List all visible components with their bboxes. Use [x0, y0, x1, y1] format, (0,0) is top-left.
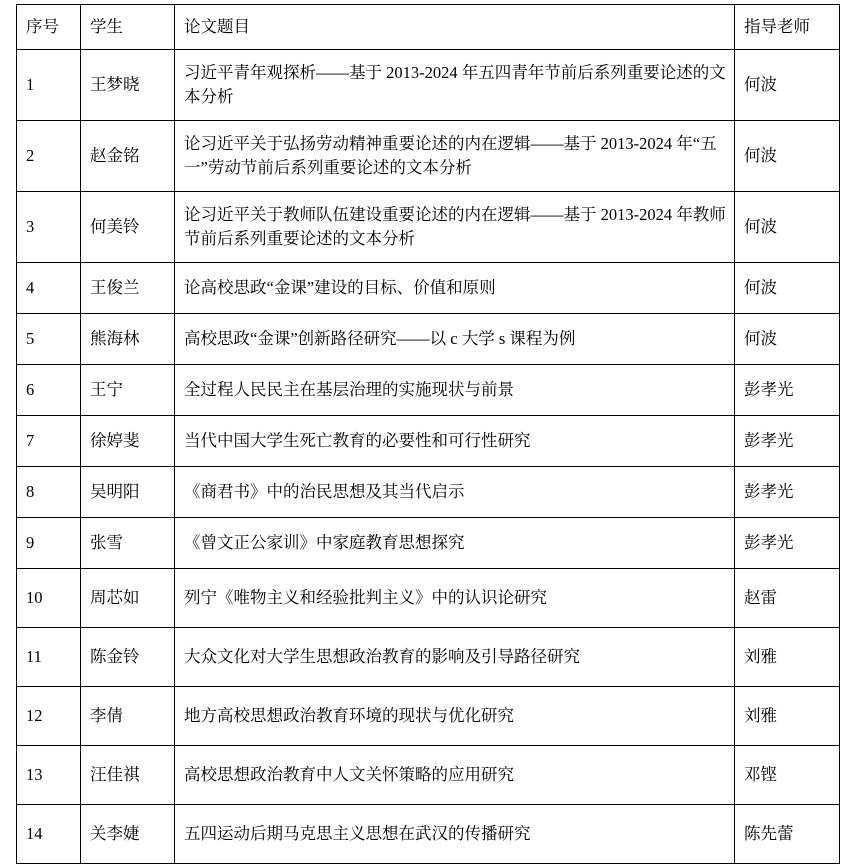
- cell-title: 《商君书》中的治民思想及其当代启示: [175, 467, 735, 518]
- cell-student: 汪佳祺: [81, 746, 175, 805]
- cell-student: 李倩: [81, 687, 175, 746]
- table-body: [17, 50, 840, 864]
- cell-index: 3: [17, 192, 81, 263]
- cell-index: 5: [17, 314, 81, 365]
- cell-advisor: 陈先蕾: [735, 805, 840, 864]
- cell-title: 地方高校思想政治教育环境的现状与优化研究: [175, 687, 735, 746]
- cell-advisor: 赵雷: [735, 569, 840, 628]
- cell-title: 全过程人民民主在基层治理的实施现状与前景: [175, 365, 735, 416]
- table-row: [17, 416, 840, 467]
- cell-advisor: 刘雅: [735, 687, 840, 746]
- cell-index: 4: [17, 263, 81, 314]
- cell-student: 王俊兰: [81, 263, 175, 314]
- cell-advisor: 何波: [735, 263, 840, 314]
- table-row: [17, 628, 840, 687]
- cell-title: 习近平青年观探析——基于 2013-2024 年五四青年节前后系列重要论述的文本分析: [175, 50, 735, 121]
- table-header-row: [17, 5, 840, 50]
- cell-student: 吴明阳: [81, 467, 175, 518]
- cell-index: 2: [17, 121, 81, 192]
- cell-advisor: 何波: [735, 50, 840, 121]
- cell-advisor: 彭孝光: [735, 416, 840, 467]
- cell-advisor: 何波: [735, 192, 840, 263]
- table-header: [17, 5, 840, 50]
- cell-advisor: 彭孝光: [735, 467, 840, 518]
- cell-student: 关李婕: [81, 805, 175, 864]
- cell-title: 列宁《唯物主义和经验批判主义》中的认识论研究: [175, 569, 735, 628]
- cell-title: 《曾文正公家训》中家庭教育思想探究: [175, 518, 735, 569]
- cell-index: 10: [17, 569, 81, 628]
- cell-title: 大众文化对大学生思想政治教育的影响及引导路径研究: [175, 628, 735, 687]
- cell-student: 王宁: [81, 365, 175, 416]
- table-row: [17, 314, 840, 365]
- cell-advisor: 刘雅: [735, 628, 840, 687]
- cell-student: 赵金铭: [81, 121, 175, 192]
- cell-student: 张雪: [81, 518, 175, 569]
- cell-advisor: 彭孝光: [735, 365, 840, 416]
- cell-index: 9: [17, 518, 81, 569]
- cell-index: 6: [17, 365, 81, 416]
- cell-title: 当代中国大学生死亡教育的必要性和可行性研究: [175, 416, 735, 467]
- cell-title: 论习近平关于弘扬劳动精神重要论述的内在逻辑——基于 2013-2024 年“五一”劳动节前后系列重要论述的文本分析: [175, 121, 735, 192]
- header-title: 论文题目: [175, 5, 735, 50]
- cell-title: 论高校思政“金课”建设的目标、价值和原则: [175, 263, 735, 314]
- cell-student: 何美铃: [81, 192, 175, 263]
- header-student: 学生: [81, 5, 175, 50]
- cell-advisor: 彭孝光: [735, 518, 840, 569]
- cell-index: 13: [17, 746, 81, 805]
- table-row: [17, 365, 840, 416]
- table-row: [17, 687, 840, 746]
- cell-student: 周芯如: [81, 569, 175, 628]
- cell-index: 14: [17, 805, 81, 864]
- cell-student: 陈金铃: [81, 628, 175, 687]
- table-row: [17, 192, 840, 263]
- cell-index: 7: [17, 416, 81, 467]
- cell-title: 论习近平关于教师队伍建设重要论述的内在逻辑——基于 2013-2024 年教师节前后系列重要论述的文本分析: [175, 192, 735, 263]
- cell-title: 五四运动后期马克思主义思想在武汉的传播研究: [175, 805, 735, 864]
- table-row: [17, 121, 840, 192]
- cell-index: 11: [17, 628, 81, 687]
- cell-index: 1: [17, 50, 81, 121]
- cell-title: 高校思政“金课”创新路径研究——以 c 大学 s 课程为例: [175, 314, 735, 365]
- table-row: [17, 746, 840, 805]
- cell-title: 高校思想政治教育中人文关怀策略的应用研究: [175, 746, 735, 805]
- table-row: [17, 263, 840, 314]
- table-row: [17, 50, 840, 121]
- thesis-table: [16, 4, 840, 864]
- cell-index: 8: [17, 467, 81, 518]
- table-row: [17, 805, 840, 864]
- table-row: [17, 569, 840, 628]
- cell-student: 熊海林: [81, 314, 175, 365]
- cell-index: 12: [17, 687, 81, 746]
- cell-student: 徐婷斐: [81, 416, 175, 467]
- cell-student: 王梦晓: [81, 50, 175, 121]
- table-row: [17, 518, 840, 569]
- cell-advisor: 何波: [735, 314, 840, 365]
- header-advisor: 指导老师: [735, 5, 840, 50]
- cell-advisor: 何波: [735, 121, 840, 192]
- header-index: 序号: [17, 5, 81, 50]
- table-row: [17, 467, 840, 518]
- cell-advisor: 邓铿: [735, 746, 840, 805]
